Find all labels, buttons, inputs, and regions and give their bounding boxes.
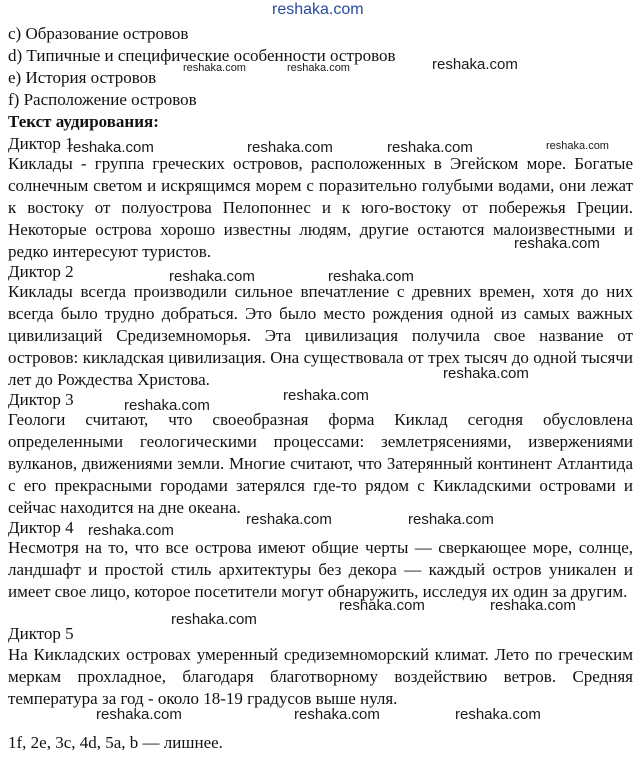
watermark: reshaka.com — [124, 397, 210, 414]
speaker-2-label: Диктор 2 — [8, 262, 74, 281]
watermark: reshaka.com — [443, 365, 529, 382]
answer-key: 1f, 2e, 3c, 4d, 5a, b — лишнее. — [8, 733, 223, 752]
speaker-1-label: Диктор 1 — [8, 134, 74, 153]
option-d: d) Типичные и специфические особенности островов — [8, 46, 396, 65]
watermark: reshaka.com — [68, 139, 154, 156]
transcript-heading: Текст аудирования: — [8, 112, 159, 131]
speaker-2-text: Киклады всегда производили сильное впечатление с древних времен, хотя до них всегда было трудно добраться. Это было место рождения одной из самых важных цивилизаций Средиземноморья. Эта цивилизация получила свое название от островов: кикладская цивилизация. Она существовала от трех тысяч до одной тысячи лет до Рождества Христова. — [8, 282, 633, 389]
watermark: reshaka.com — [283, 387, 369, 404]
watermark: reshaka.com — [546, 140, 609, 152]
option-e: e) История островов — [8, 68, 157, 87]
watermark: reshaka.com — [246, 511, 332, 528]
watermark: reshaka.com — [169, 268, 255, 285]
watermark: reshaka.com — [247, 139, 333, 156]
watermark: reshaka.com — [490, 597, 576, 614]
watermark: reshaka.com — [88, 522, 174, 539]
watermark: reshaka.com — [432, 56, 518, 73]
speaker-5-label: Диктор 5 — [8, 624, 74, 643]
watermark: reshaka.com — [287, 62, 350, 74]
watermark: reshaka.com — [408, 511, 494, 528]
watermark: reshaka.com — [328, 268, 414, 285]
option-c: c) Образование островов — [8, 24, 189, 43]
speaker-3-label: Диктор 3 — [8, 390, 74, 409]
watermark: reshaka.com — [171, 611, 257, 628]
watermark: reshaka.com — [514, 235, 600, 252]
watermark: reshaka.com — [96, 706, 182, 723]
watermark: reshaka.com — [387, 139, 473, 156]
watermark: reshaka.com — [455, 706, 541, 723]
watermark: reshaka.com — [183, 62, 246, 74]
watermark: reshaka.com — [294, 706, 380, 723]
speaker-3-text: Геологи считают, что своеобразная форма Киклад сегодня обусловлена определенными геологическими процессами: землетрясениями, извержениями вулканов, движениями земли. Многие считают, что Затерянный континент Атлантида с его прекрасными городами затерялся где-то рядом с Кикладскими островами и сейчас находится на дне океана. — [8, 410, 633, 517]
option-f: f) Расположение островов — [8, 90, 197, 109]
watermark: reshaka.com — [272, 1, 364, 18]
speaker-5-text: На Кикладских островах умеренный средиземноморский климат. Лето по греческим меркам прохладное, благодаря благотворному воздействию ветров. Средняя температура за год - около 18-19 градусов выше нуля. — [8, 645, 633, 708]
speaker-1-text: Киклады - группа греческих островов, расположенных в Эгейском море. Богатые солнечным светом и искрящимся морем с поразительно голубыми водами, они лежат к востоку от полуострова Пелопоннес и к юго-востоку от побережья Греции. Некоторые острова хорошо известны людям, другие остаются малоизвестными и редко интересуют туристов. — [8, 154, 633, 261]
speaker-4-text: Несмотря на то, что все острова имеют общие черты — сверкающее море, солнце, ландшафт и простой стиль архитектуры без декора — каждый остров уникален и имеет свое лицо, которое посетители могут обнаружить, исследуя их один за другим. — [8, 538, 633, 601]
speaker-4-label: Диктор 4 — [8, 518, 74, 537]
watermark: reshaka.com — [339, 597, 425, 614]
